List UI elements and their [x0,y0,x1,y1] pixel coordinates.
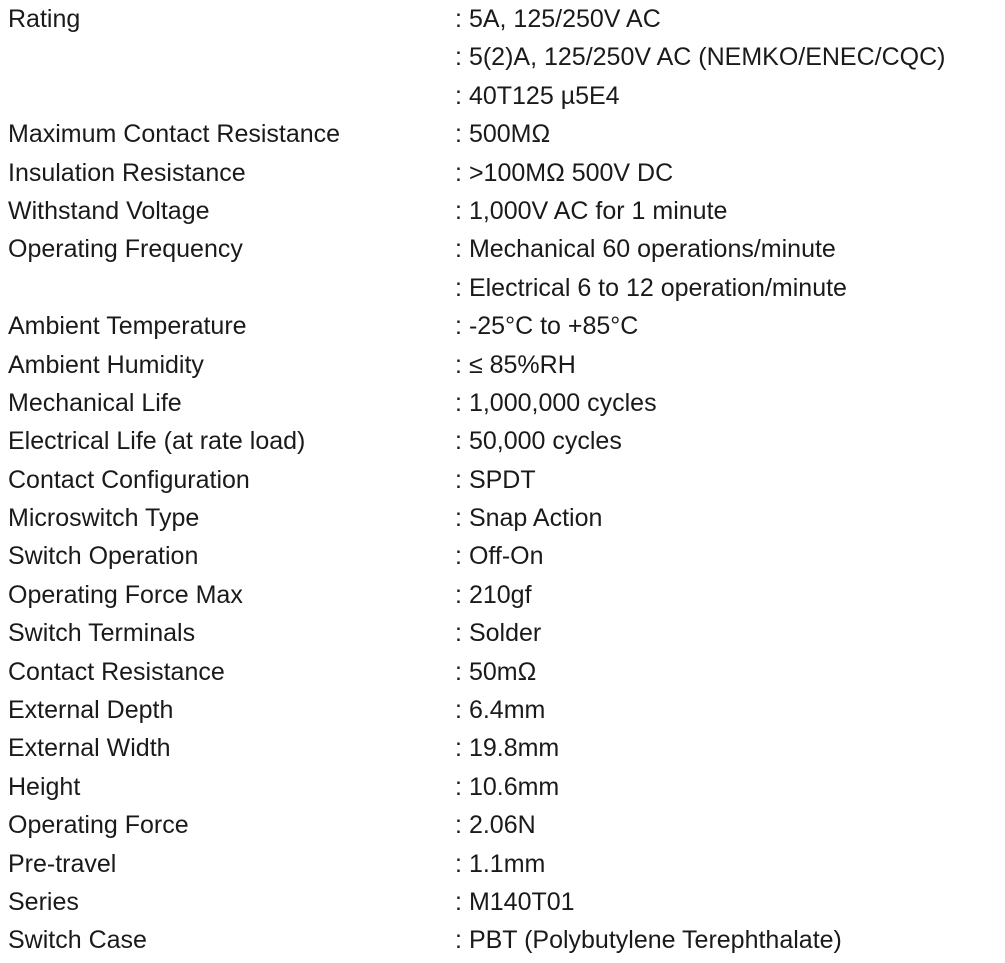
spec-value-cell [455,307,1003,345]
separator: : [455,504,462,533]
spec-value: 1.1mm [468,849,546,878]
spec-value-cell [455,154,1003,192]
spec-label: Mechanical Life [8,388,182,417]
separator: : [455,772,462,801]
spec-value: SPDT [468,465,536,494]
spec-value-cell [455,230,1003,268]
spec-value: 5(2)A, 125/250V AC (NEMKO/ENEC/CQC) [468,43,946,72]
spec-label: Contact Resistance [8,657,225,686]
spec-value: 210gf [468,580,532,609]
spec-value: Solder [468,619,542,648]
spec-row [8,499,1003,537]
spec-row [8,768,1003,806]
spec-label: External Width [8,734,171,763]
spec-label: Operating Force [8,811,189,840]
separator: : [455,158,462,187]
spec-label: Ambient Humidity [8,350,204,379]
spec-row [8,38,1003,76]
spec-label: Height [8,772,81,801]
spec-row [8,115,1003,153]
spec-row [8,230,1003,268]
spec-value-cell [455,845,1003,883]
spec-value: 10.6mm [468,772,560,801]
spec-label: Switch Terminals [8,619,196,648]
spec-value: 5A, 125/250V AC [468,5,661,33]
spec-row [8,307,1003,345]
spec-value-cell [455,691,1003,729]
separator: : [455,696,462,725]
spec-value-cell [455,0,1003,38]
spec-value: ≤ 85%RH [468,350,576,379]
spec-row [8,461,1003,499]
spec-value-cell [455,883,1003,921]
spec-label: Switch Case [8,926,147,955]
spec-value: >100MΩ 500V DC [468,158,674,187]
spec-row [8,422,1003,460]
spec-row [8,806,1003,844]
spec-value: -25°C to +85°C [468,312,639,341]
spec-label: Rating [8,5,81,33]
spec-row [8,0,1003,38]
spec-value: 500MΩ [468,120,551,149]
spec-label: External Depth [8,696,174,725]
separator: : [455,465,462,494]
spec-label: Operating Frequency [8,235,243,264]
spec-value-cell [455,537,1003,575]
spec-label: Contact Configuration [8,465,250,494]
spec-value: 50,000 cycles [468,427,622,456]
spec-label: Withstand Voltage [8,196,210,225]
separator: : [455,734,462,763]
spec-value-cell [455,921,1003,959]
separator: : [455,811,462,840]
separator: : [455,427,462,456]
spec-value-cell [455,422,1003,460]
spec-value-cell [455,768,1003,806]
spec-row [8,77,1003,115]
spec-value-cell [455,806,1003,844]
separator: : [455,81,462,110]
spec-row [8,653,1003,691]
separator: : [455,849,462,878]
spec-value-cell [455,499,1003,537]
spec-value-cell [455,614,1003,652]
separator: : [455,43,462,72]
spec-value: 2.06N [468,811,536,840]
separator: : [455,235,462,264]
spec-label: Maximum Contact Resistance [8,120,341,149]
spec-value: 1,000,000 cycles [468,388,657,417]
spec-value: 1,000V AC for 1 minute [468,196,728,225]
spec-label: Microswitch Type [8,504,200,533]
spec-label: Switch Operation [8,542,199,571]
spec-value-cell [455,115,1003,153]
spec-row [8,384,1003,422]
spec-value-cell [455,461,1003,499]
spec-value: Off-On [468,542,544,571]
spec-value: Mechanical 60 operations/minute [468,235,836,264]
spec-value-cell [455,576,1003,614]
spec-label: Pre-travel [8,849,117,878]
spec-row [8,192,1003,230]
spec-value: Snap Action [468,504,603,533]
separator: : [455,542,462,571]
separator: : [455,887,462,916]
spec-value-cell [455,192,1003,230]
separator: : [455,657,462,686]
separator: : [455,580,462,609]
separator: : [455,350,462,379]
separator: : [455,388,462,417]
spec-row [8,883,1003,921]
spec-row [8,537,1003,575]
separator: : [455,273,462,302]
spec-row [8,614,1003,652]
spec-row [8,691,1003,729]
spec-value: M140T01 [468,887,575,916]
spec-row [8,576,1003,614]
spec-table [8,0,1003,960]
spec-label: Electrical Life (at rate load) [8,427,306,456]
spec-value: Electrical 6 to 12 operation/minute [468,273,847,302]
separator: : [455,196,462,225]
spec-row [8,845,1003,883]
spec-value: PBT (Polybutylene Terephthalate) [468,926,842,955]
spec-row [8,154,1003,192]
spec-label: Insulation Resistance [8,158,246,187]
spec-row [8,269,1003,307]
spec-value-cell [455,729,1003,767]
spec-value-cell [455,38,1003,76]
spec-value: 19.8mm [468,734,560,763]
spec-value-cell [455,653,1003,691]
separator: : [455,5,462,33]
spec-value-cell [455,269,1003,307]
spec-label: Series [8,887,79,916]
separator: : [455,926,462,955]
separator: : [455,120,462,149]
spec-value: 40T125 µ5E4 [468,81,620,110]
spec-row [8,921,1003,959]
separator: : [455,312,462,341]
spec-value: 6.4mm [468,696,546,725]
separator: : [455,619,462,648]
spec-label: Operating Force Max [8,580,243,609]
spec-row [8,346,1003,384]
spec-value: 50mΩ [468,657,537,686]
spec-value-cell [455,346,1003,384]
spec-value-cell [455,384,1003,422]
spec-label: Ambient Temperature [8,312,247,341]
spec-value-cell [455,77,1003,115]
spec-row [8,729,1003,767]
